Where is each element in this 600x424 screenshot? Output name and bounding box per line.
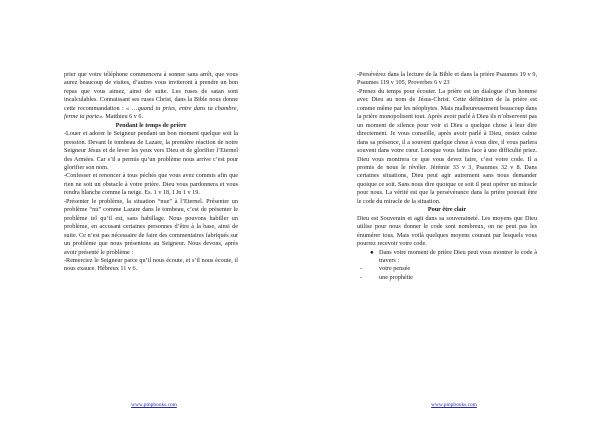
left-intro-text: prier que votre téléphone commencera à sonner sans arrêt, que vous aurez beaucoup de visites, d’autres vous inviteront à prendre un bon repas que vous aimez, ainsi de suite. Les ruses de satan sont incalculables. Connaissant ses ruses Christ, dans la Bible nous donne cette recommandation : « … — [64, 71, 238, 112]
section-heading-prayer-time: Pendant le temps de prière — [115, 121, 187, 129]
left-intro-reference: ». Matthieu 6 v 6. — [99, 113, 144, 121]
left-intro-paragraph — [64, 71, 238, 122]
dash-list — [357, 265, 537, 282]
bullet-text: Dans votre moment de prière Dieu peut vous montrer le code à travers : — [379, 248, 537, 264]
right-paragraph-listen: -Prenez du temps pour écouter. La prière est un dialogue d’un homme avec Dieu au nom de Jésus-Christ. Cette définition de la prière est comme même par les néophytes. Mais malheureusement beaucoup dans la prière monopolisent tout. Après avoir parlé à Dieu ils n’observent pas un moment de silence pour voir si Dieu a quelque chose à leur dire directement. Je vous conseille, après avoir parlé à Dieu, restez calme dans sa présence, il a souvent quelque chose à vous dire, il vous parlera souvent dans votre cœur. Lorsque vous faites face à une difficulté priez. Dieu vous montrera ce que vous devez faire, c’est votre code. Il a promis de nous le révéler. Jérémie 33 v 3, Psaumes 32 v 8. Dans certaines situations, Dieu peut agir autrement sans nous demander quoique ce soit. Sans nous dire quoique ce soit il peut opérer un miracle pour nous. La vérité est que la persévérance dans la prière pouvait être le code du miracle de la situation. — [357, 87, 537, 205]
right-footer-link[interactable]: www.pmpbooks.com — [431, 402, 477, 408]
left-footer-link[interactable]: www.pmpbooks.com — [131, 402, 177, 408]
left-paragraph-present: -Présenter le problème, la situation “nue” à l’Eternel. Présenter un problème “nu” comme Lazare dans le tombeau, c’est de présenter le problème tel qu’il est, sans habillage. Nous pouvons habiller un problème, en accusant certaines personnes d’être à la base, ainsi de suite. Ce n’est pas nécessaire de faire des commentaires fabriqués sur un problème que nous présentons au Seigneur. Nous devons, après avoir présenté le problème : — [64, 197, 238, 256]
dash-text: votre pensée — [379, 265, 411, 273]
list-item — [357, 249, 537, 266]
left-paragraph-thanks: -Remerciez le Seigneur parce qu’il nous écoute, et s’il nous écoute, il nous exauce. Hébreux 11 v 6. — [64, 256, 238, 273]
left-paragraph-confess: -Confesser et renoncer à tous péchés que vous avez commis afin que rien ne soit un obstacle à votre prière. Dieu vous pardonnera et vous rendra blanche comme la neige. Es. 1 v 18, I Jn 1 v 19. — [64, 172, 238, 197]
right-paragraph-sovereign: Dieu est Souverain et agit dans sa souveraineté. Les moyens que Dieu utilise pour nous donner le code sont nombreux, on ne peut pas les énumérer tous. Mais voilà quelques moyens courant par lesquels vous pourrez recevoir votre code. — [357, 214, 537, 248]
right-page-text-column — [357, 71, 537, 282]
dash-icon: - — [360, 273, 363, 281]
list-item — [357, 274, 537, 282]
bullet-icon: ● — [370, 248, 374, 256]
section-heading-clear: Pour être clair — [427, 206, 467, 214]
dash-icon: - — [360, 265, 363, 273]
bullet-list — [357, 249, 537, 266]
left-page-text-column — [64, 71, 238, 274]
right-page — [300, 0, 600, 424]
left-paragraph-praise: -Louer et adorer le Seigneur pendant un bon moment quelque soit la pression. Devant le tombeau de Lazare, la première réaction de notre Seigneur Jésus et de lever les yeux vers Dieu et de glorifier l’Eternel des Armées. Car s’il a permis qu’un problème nous arrive c’est pour glorifier son nom. — [64, 130, 238, 171]
dash-text: une prophétie — [379, 273, 413, 281]
right-paragraph-persevere: -Persévérez dans la lecture de la Bible et dans la prière Psaumes 19 v 9, Psaumes 119 v 105, Proverbes 6 v 23 — [357, 71, 537, 87]
left-intro-quote: quand tu pries, entre dans ta chambre, ferme ta porte — [64, 104, 238, 121]
list-item — [357, 265, 537, 273]
